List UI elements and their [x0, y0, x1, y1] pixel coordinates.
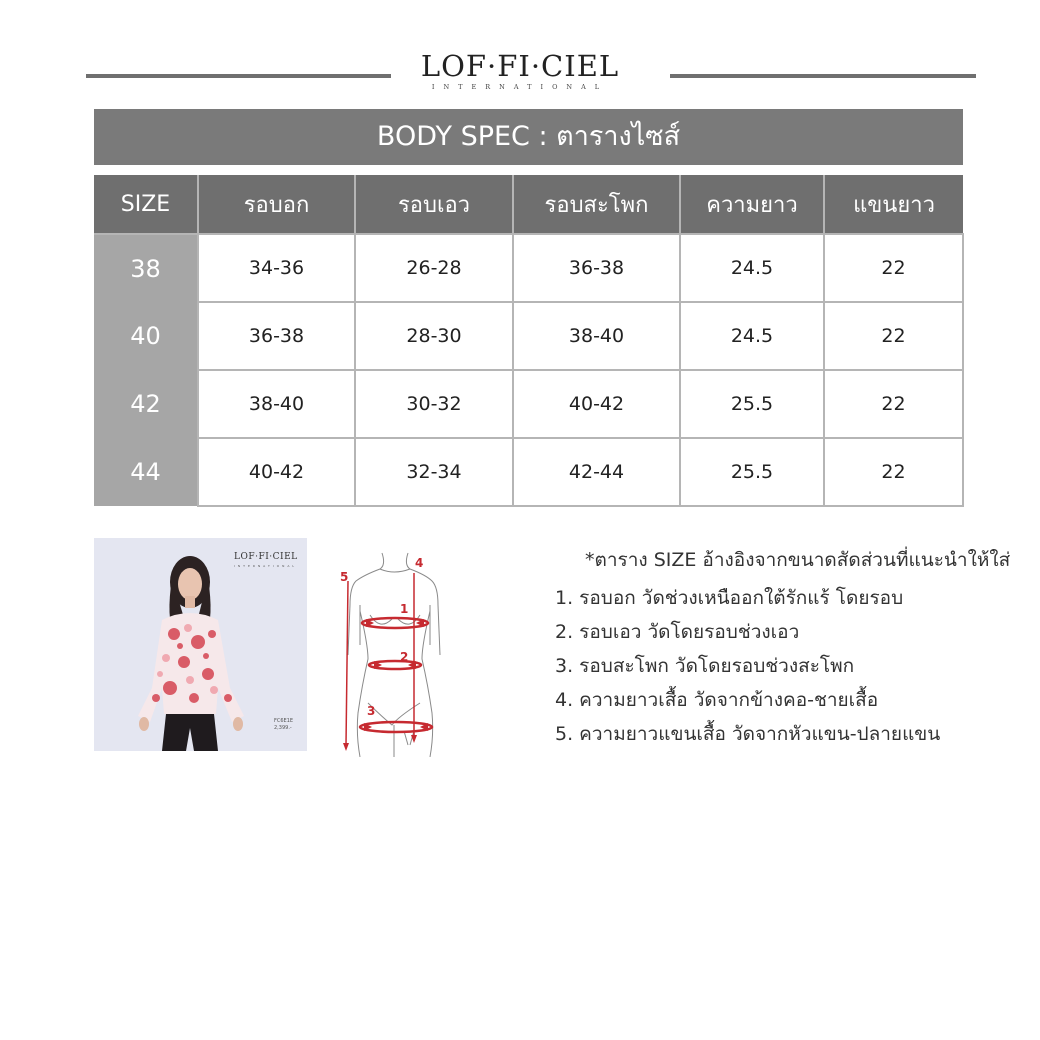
note-item-sleeve: 5. ความยาวแขนเสื้อ วัดจากหัวแขน-ปลายแขน: [555, 723, 941, 745]
table-cell: 22: [824, 302, 963, 370]
size-cell: 38: [94, 234, 198, 302]
size-cell: 40: [94, 302, 198, 370]
table-cell: 40-42: [198, 438, 355, 506]
table-cell: 22: [824, 234, 963, 302]
page-title: BODY SPEC : ตารางไซส์: [94, 109, 963, 165]
product-price: 2,399.-: [274, 725, 292, 731]
photo-brand-subtext: INTERNATIONAL: [234, 564, 298, 568]
column-header-hip: รอบสะโพก: [513, 175, 680, 234]
table-cell: 26-28: [355, 234, 513, 302]
table-row: [94, 302, 963, 370]
table-cell: 36-38: [198, 302, 355, 370]
brand-logo-subtext: INTERNATIONAL: [431, 83, 609, 91]
table-row: [94, 234, 963, 302]
column-header-length: ความยาว: [680, 175, 824, 234]
brand-logo: [400, 50, 640, 91]
column-header-size: SIZE: [94, 175, 198, 234]
product-code: FC6E1E: [274, 718, 294, 724]
column-header-sleeve: แขนยาว: [824, 175, 963, 234]
note-item-chest: 1. รอบอก วัดช่วงเหนืออกใต้รักแร้ โดยรอบ: [555, 587, 904, 609]
table-cell: 38-40: [513, 302, 680, 370]
marker-3: 3: [367, 704, 376, 718]
table-cell: 24.5: [680, 302, 824, 370]
size-chart-table: [94, 175, 964, 507]
table-cell: 32-34: [355, 438, 513, 506]
header-rule-left: [86, 74, 391, 78]
marker-4: 4: [415, 556, 424, 570]
product-code-label: [274, 718, 293, 732]
note-item-length: 4. ความยาวเสื้อ วัดจากข้างคอ-ชายเสื้อ: [555, 689, 879, 711]
marker-5: 5: [340, 570, 349, 584]
table-cell: 22: [824, 438, 963, 506]
column-header-waist: รอบเอว: [355, 175, 513, 234]
measurement-diagram: [334, 545, 449, 757]
table-header-row: [94, 175, 963, 234]
table-cell: 34-36: [198, 234, 355, 302]
table-cell: 25.5: [680, 438, 824, 506]
brand-logo-text: LOF·FI·CIEL: [420, 49, 620, 83]
table-cell: 38-40: [198, 370, 355, 438]
table-cell: 42-44: [513, 438, 680, 506]
header-rule-right: [670, 74, 976, 78]
column-header-chest: รอบอก: [198, 175, 355, 234]
marker-2: 2: [400, 650, 409, 664]
note-item-waist: 2. รอบเอว วัดโดยรอบช่วงเอว: [555, 621, 800, 643]
table-cell: 24.5: [680, 234, 824, 302]
table-cell: 30-32: [355, 370, 513, 438]
table-row: [94, 438, 963, 506]
table-row: [94, 370, 963, 438]
table-cell: 28-30: [355, 302, 513, 370]
note-item-hip: 3. รอบสะโพก วัดโดยรอบช่วงสะโพก: [555, 655, 855, 677]
photo-brand-logo: LOF·FI·CIEL: [234, 552, 298, 562]
table-cell: 22: [824, 370, 963, 438]
marker-1: 1: [400, 602, 409, 616]
table-cell: 40-42: [513, 370, 680, 438]
size-cell: 44: [94, 438, 198, 506]
table-cell: 36-38: [513, 234, 680, 302]
notes-title: *ตาราง SIZE อ้างอิงจากขนาดสัดส่วนที่แนะนำให้ใส่: [585, 549, 1011, 571]
size-cell: 42: [94, 370, 198, 438]
table-cell: 25.5: [680, 370, 824, 438]
product-photo: [94, 538, 307, 751]
